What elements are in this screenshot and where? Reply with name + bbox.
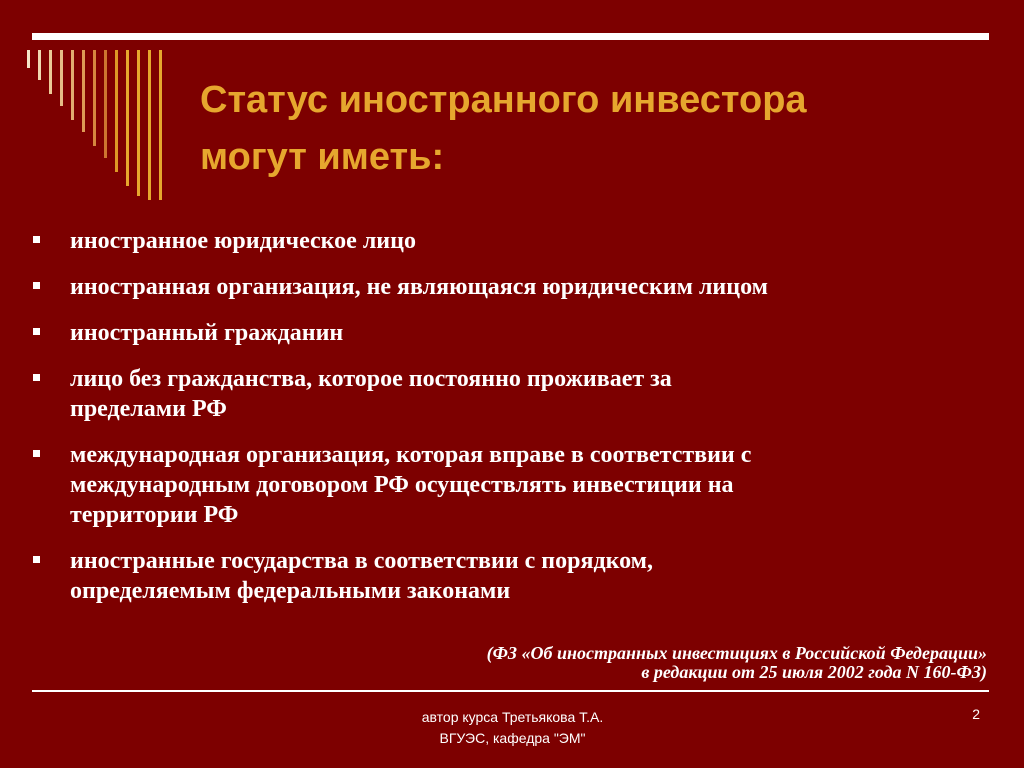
bullet-text: территории РФ bbox=[70, 502, 239, 528]
bullet-text: иностранные государства в соответствии с порядком, bbox=[70, 548, 653, 574]
bullet-text: определяемым федеральными законами bbox=[70, 578, 511, 604]
decorative-stripe bbox=[27, 50, 30, 68]
bullet-item bbox=[30, 318, 990, 348]
decorative-stripe bbox=[148, 50, 151, 200]
square-bullet-icon bbox=[33, 236, 40, 243]
citation-line: (ФЗ «Об иностранных инвестициях в Российской Федерации» bbox=[486, 643, 987, 663]
bullet-list bbox=[30, 226, 990, 622]
law-citation bbox=[487, 644, 987, 682]
footer-author-line: ВГУЭС, кафедра "ЭМ" bbox=[439, 730, 586, 746]
square-bullet-icon bbox=[33, 556, 40, 563]
square-bullet-icon bbox=[33, 282, 40, 289]
slide-title bbox=[200, 72, 980, 186]
decorative-stripe bbox=[93, 50, 96, 146]
decorative-stripe bbox=[126, 50, 129, 186]
footer-author bbox=[330, 707, 695, 749]
decorative-stripe bbox=[38, 50, 41, 80]
decorative-stripe bbox=[60, 50, 63, 106]
square-bullet-icon bbox=[33, 374, 40, 381]
bullet-text: международным договором РФ осуществлять инвестиции на bbox=[70, 472, 734, 498]
citation-line: в редакции от 25 июля 2002 года N 160-ФЗ) bbox=[641, 662, 987, 682]
footer-author-line: автор курса Третьякова Т.А. bbox=[421, 709, 604, 725]
bullet-item bbox=[30, 546, 990, 606]
decorative-stripe bbox=[82, 50, 85, 132]
bullet-text: лицо без гражданства, которое постоянно проживает за bbox=[70, 366, 672, 392]
bullet-item bbox=[30, 364, 990, 424]
decorative-stripe bbox=[137, 50, 140, 196]
bullet-item bbox=[30, 272, 990, 302]
square-bullet-icon bbox=[33, 328, 40, 335]
decorative-stripe bbox=[49, 50, 52, 94]
decorative-stripe bbox=[104, 50, 107, 158]
slide-title-line: могут иметь: bbox=[200, 136, 445, 178]
bullet-text: иностранное юридическое лицо bbox=[70, 228, 416, 254]
bullet-text: иностранный гражданин bbox=[70, 320, 344, 346]
bullet-text: пределами РФ bbox=[70, 396, 227, 422]
decorative-stripes bbox=[27, 50, 167, 200]
bullet-item bbox=[30, 440, 990, 530]
bullet-text: иностранная организация, не являющаяся юридическим лицом bbox=[70, 274, 768, 300]
square-bullet-icon bbox=[33, 450, 40, 457]
bullet-text: международная организация, которая вправе в соответствии с bbox=[70, 442, 752, 468]
decorative-stripe bbox=[71, 50, 74, 120]
top-divider-line bbox=[32, 33, 989, 40]
bottom-divider-line bbox=[32, 690, 989, 692]
slide-title-line: Статус иностранного инвестора bbox=[200, 79, 807, 121]
decorative-stripe bbox=[115, 50, 118, 172]
page-number: 2 bbox=[972, 706, 980, 722]
decorative-stripe bbox=[159, 50, 162, 200]
bullet-item bbox=[30, 226, 990, 256]
